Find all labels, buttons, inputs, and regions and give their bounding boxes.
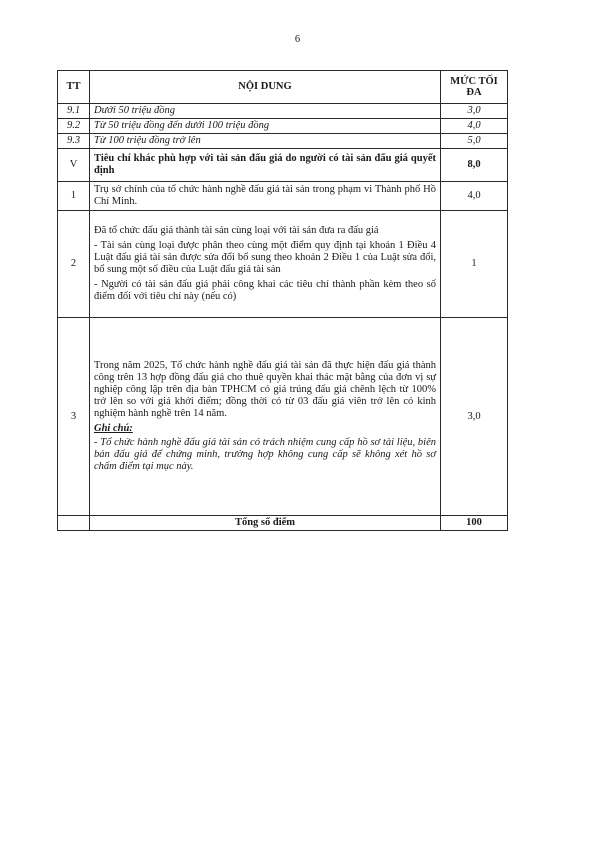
header-tt: TT	[58, 71, 90, 104]
row-content: Trụ sở chính của tổ chức hành nghề đấu giá tài sản trong phạm vi Thành phố Hồ Chí Minh.	[90, 182, 441, 211]
row-tt: 1	[58, 182, 90, 211]
row-paragraph: - Người có tài sản đấu giá phải công khai các tiêu chí thành phần kèm theo số điểm đối với tiêu chí này (nếu có)	[94, 279, 436, 302]
row-tt: V	[58, 149, 90, 182]
table-row	[58, 134, 508, 149]
total-row	[58, 516, 508, 531]
table-header-row	[58, 71, 508, 104]
criteria-table	[57, 70, 508, 531]
row-score: 3,0	[441, 318, 508, 516]
header-content: NỘI DUNG	[90, 71, 441, 104]
table-row	[58, 104, 508, 119]
row-tt: 9.1	[58, 104, 90, 119]
section-v-row	[58, 149, 508, 182]
row-tt: 3	[58, 318, 90, 516]
table-row	[58, 119, 508, 134]
total-label: Tổng số điểm	[90, 516, 441, 531]
row-tt: 9.3	[58, 134, 90, 149]
row-score: 4,0	[441, 182, 508, 211]
total-score: 100	[441, 516, 508, 531]
table-row	[58, 318, 508, 516]
row-score: 4,0	[441, 119, 508, 134]
note-title: Ghi chú:	[94, 423, 133, 434]
row-score: 8,0	[441, 149, 508, 182]
header-max-score: MỨC TỐI ĐA	[441, 71, 508, 104]
page-number: 6	[294, 34, 301, 45]
row-content: Tiêu chí khác phù hợp với tài sản đấu giá do người có tài sản đấu giá quyết định	[90, 149, 441, 182]
row-score: 1	[441, 211, 508, 318]
note-body: - Tổ chức hành nghề đấu giá tài sản có trách nhiệm cung cấp hồ sơ tài liệu, biên bản đấu giá để chứng minh, trường hợp không cung cấp sẽ không xét hồ sơ chấm điểm tại mục này.	[94, 437, 436, 472]
row-content: Dưới 50 triệu đồng	[90, 104, 441, 119]
row-content	[90, 318, 441, 516]
row-score: 5,0	[441, 134, 508, 149]
row-score: 3,0	[441, 104, 508, 119]
row-paragraph: Trong năm 2025, Tổ chức hành nghề đấu giá tài sản đã thực hiện đấu giá thành công trên 13 hợp đồng đấu giá cho thuê quyền khai thác mặt bằng của đơn vị sự nghiệp công lập trên địa bàn TPHCM có giá trúng đấu giá chênh lệch từ 100% trở lên so với giá khởi điểm; đồng thời có từ 03 đấu giá viên trở lên có kinh nghiệm hành nghề trên 14 năm.	[94, 360, 436, 419]
total-empty-cell	[58, 516, 90, 531]
row-tt: 2	[58, 211, 90, 318]
table-row	[58, 182, 508, 211]
row-paragraph: Đã tổ chức đấu giá thành tài sản cùng loại với tài sản đưa ra đấu giá	[94, 225, 379, 236]
row-content: Từ 50 triệu đồng đến dưới 100 triệu đồng	[90, 119, 441, 134]
table-row	[58, 211, 508, 318]
row-content: Từ 100 triệu đồng trở lên	[90, 134, 441, 149]
row-content	[90, 211, 441, 318]
row-tt: 9.2	[58, 119, 90, 134]
row-paragraph: - Tài sản cùng loại được phân theo cùng một điểm quy định tại khoản 1 Điều 4 Luật đấu giá tài sản được sửa đổi bổ sung theo khoản 2 Điều 1 của Luật sửa đổi, bổ sung một số điều của Luật đấu giá tài sản	[94, 240, 436, 275]
